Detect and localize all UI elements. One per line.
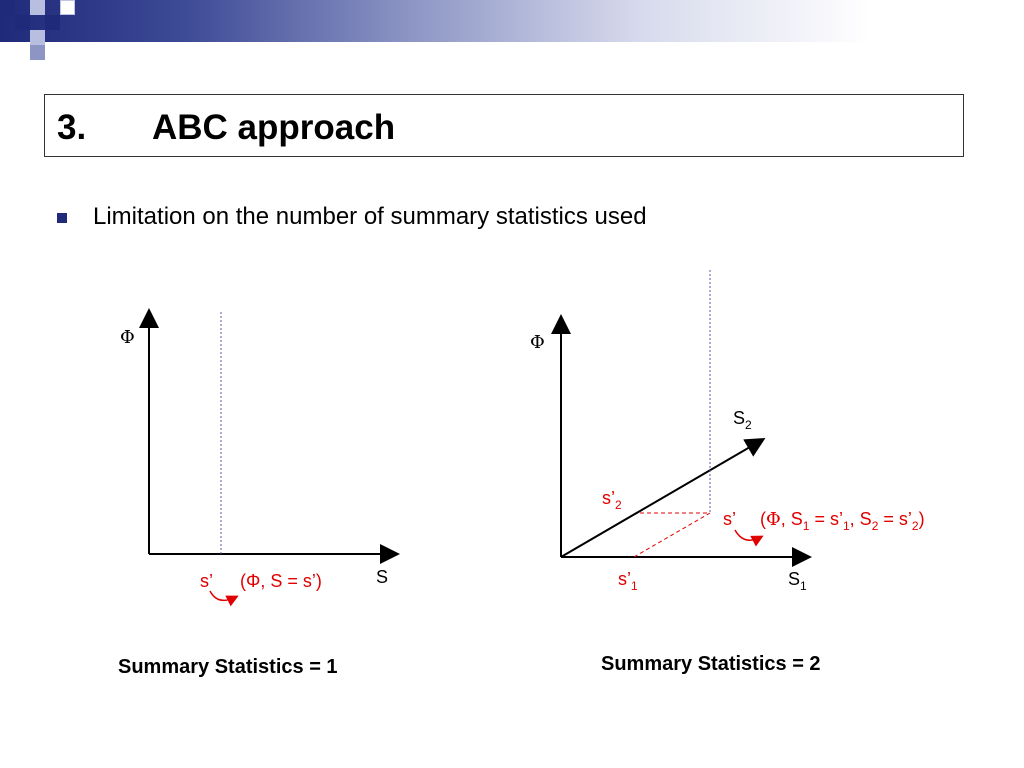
right-caption: Summary Statistics = 2 — [601, 653, 821, 675]
left-point-label: s’ — [200, 571, 213, 591]
left-caption: Summary Statistics = 1 — [118, 656, 338, 678]
right-diagram — [530, 270, 925, 593]
left-diagram — [120, 312, 396, 600]
right-condition-label: (Φ, $S_1$ = $s’_1$, $S_2$ = $s’_2$) — [760, 509, 925, 533]
left-curved-arrow — [210, 591, 236, 600]
right-dashed-s1-line — [634, 513, 710, 557]
right-phi-label: Φ — [530, 332, 545, 353]
right-s-prime-2-label: $s’_2$ — [602, 488, 622, 512]
right-s2-axis-label: $S_2$ — [733, 408, 752, 432]
right-point-label: s’ — [723, 509, 736, 529]
slide-title: ABC approach — [152, 108, 396, 147]
slide-number: 3. — [57, 108, 87, 147]
right-depth-axis — [561, 440, 762, 557]
right-curved-arrow — [735, 530, 761, 540]
left-phi-label: Φ — [120, 327, 135, 348]
left-condition-text: (Φ, S = s’) — [240, 571, 322, 591]
left-condition-label — [240, 571, 322, 591]
right-s-prime-1-label: $s’_1$ — [618, 569, 638, 593]
bullet-text: Limitation on the number of summary statistics used — [93, 203, 647, 230]
right-s1-axis-label: $S_1$ — [788, 569, 807, 593]
left-s-label: S — [376, 567, 389, 587]
